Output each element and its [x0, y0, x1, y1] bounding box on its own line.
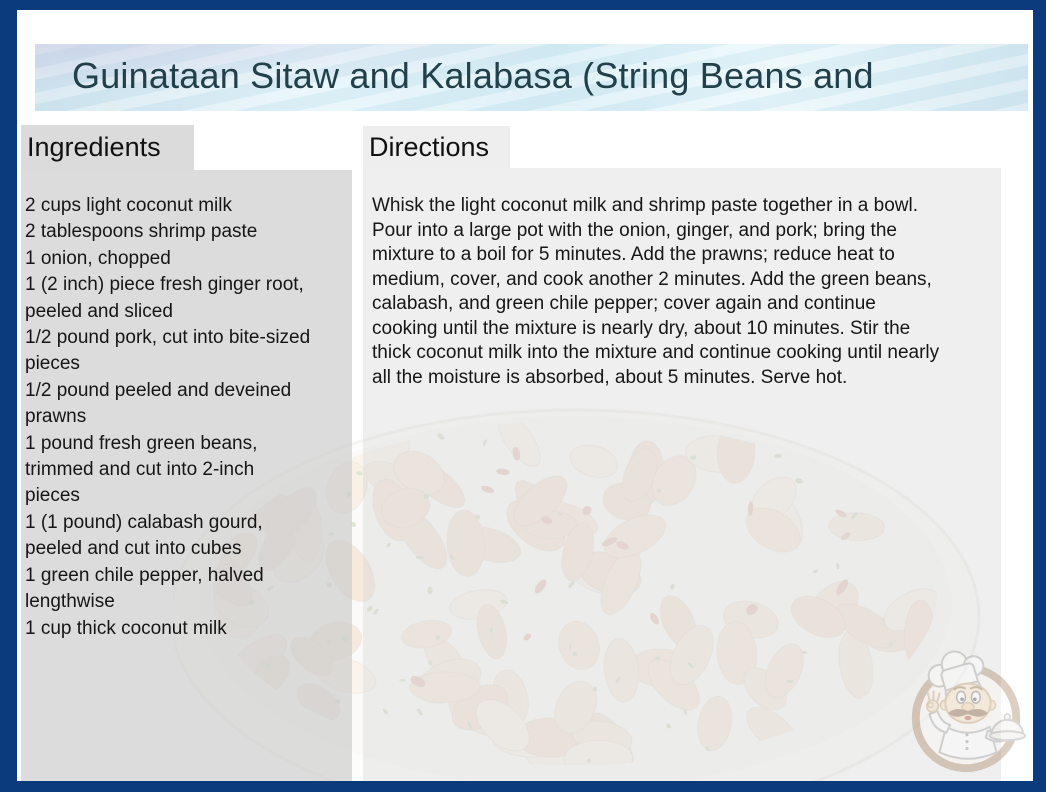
ingredient-line: 1 pound fresh green beans,	[25, 432, 258, 454]
directions-heading-box	[363, 126, 510, 168]
ingredient-line: 1/2 pound pork, cut into bite-sized	[25, 327, 311, 349]
ingredient-line: lengthwise	[25, 591, 115, 613]
directions-line: thick coconut milk into the mixture and continue cooking until nearly	[372, 342, 940, 363]
ingredient-line: trimmed and cut into 2-inch	[25, 459, 255, 481]
ingredients-panel	[21, 170, 352, 781]
cloche-knob	[1004, 714, 1010, 720]
serving-plate	[990, 731, 1025, 740]
directions-line: mixture to a boil for 5 minutes. Add the prawns; reduce heat to	[372, 244, 895, 265]
ingredient-line: pieces	[25, 353, 80, 375]
ingredient-line: 2 tablespoons shrimp paste	[25, 221, 258, 243]
panel-divider	[352, 170, 363, 781]
ingredient-line: 1 cup thick coconut milk	[25, 617, 227, 639]
directions-line: cooking until the mixture is nearly dry, about 10 minutes. Stir the	[372, 317, 911, 339]
title-banner	[35, 44, 1028, 111]
directions-line: calabash, and green chile pepper; cover again and continue	[372, 293, 876, 314]
directions-line: Pour into a large pot with the onion, ginger, and pork; bring the	[372, 219, 897, 241]
directions-heading: Directions	[369, 131, 490, 162]
ingredient-line: 1 (1 pound) calabash gourd,	[25, 511, 263, 533]
chef-mouth	[965, 716, 972, 720]
ingredient-line: 1 onion, chopped	[25, 247, 171, 269]
ingredients-list	[25, 193, 350, 642]
ingredient-line: peeled and sliced	[25, 300, 173, 322]
ingredient-line: peeled and cut into cubes	[25, 538, 242, 560]
directions-line: Whisk the light coconut milk and shrimp paste together in a bowl.	[372, 195, 918, 216]
directions-line: medium, cover, and cook another 2 minutes. Add the green beans,	[372, 268, 932, 290]
ingredient-line: 2 cups light coconut milk	[25, 195, 232, 216]
chef-logo	[901, 649, 1031, 779]
ingredients-heading: Ingredients	[27, 132, 161, 162]
ingredient-line: pieces	[25, 485, 80, 507]
ingredient-line: 1 (2 inch) piece fresh ginger root,	[25, 274, 304, 296]
chef-icon	[901, 649, 1031, 779]
ingredient-line: prawns	[25, 406, 87, 428]
ingredient-line: 1/2 pound peeled and deveined	[25, 379, 292, 401]
directions-text	[372, 194, 995, 390]
directions-line: all the moisture is absorbed, about 5 minutes. Serve hot.	[372, 366, 848, 388]
ingredients-heading-box	[21, 125, 194, 170]
ingredient-line: 1 green chile pepper, halved	[25, 564, 264, 586]
page-title: Guinataan Sitaw and Kalabasa (String Beans and	[72, 55, 874, 96]
